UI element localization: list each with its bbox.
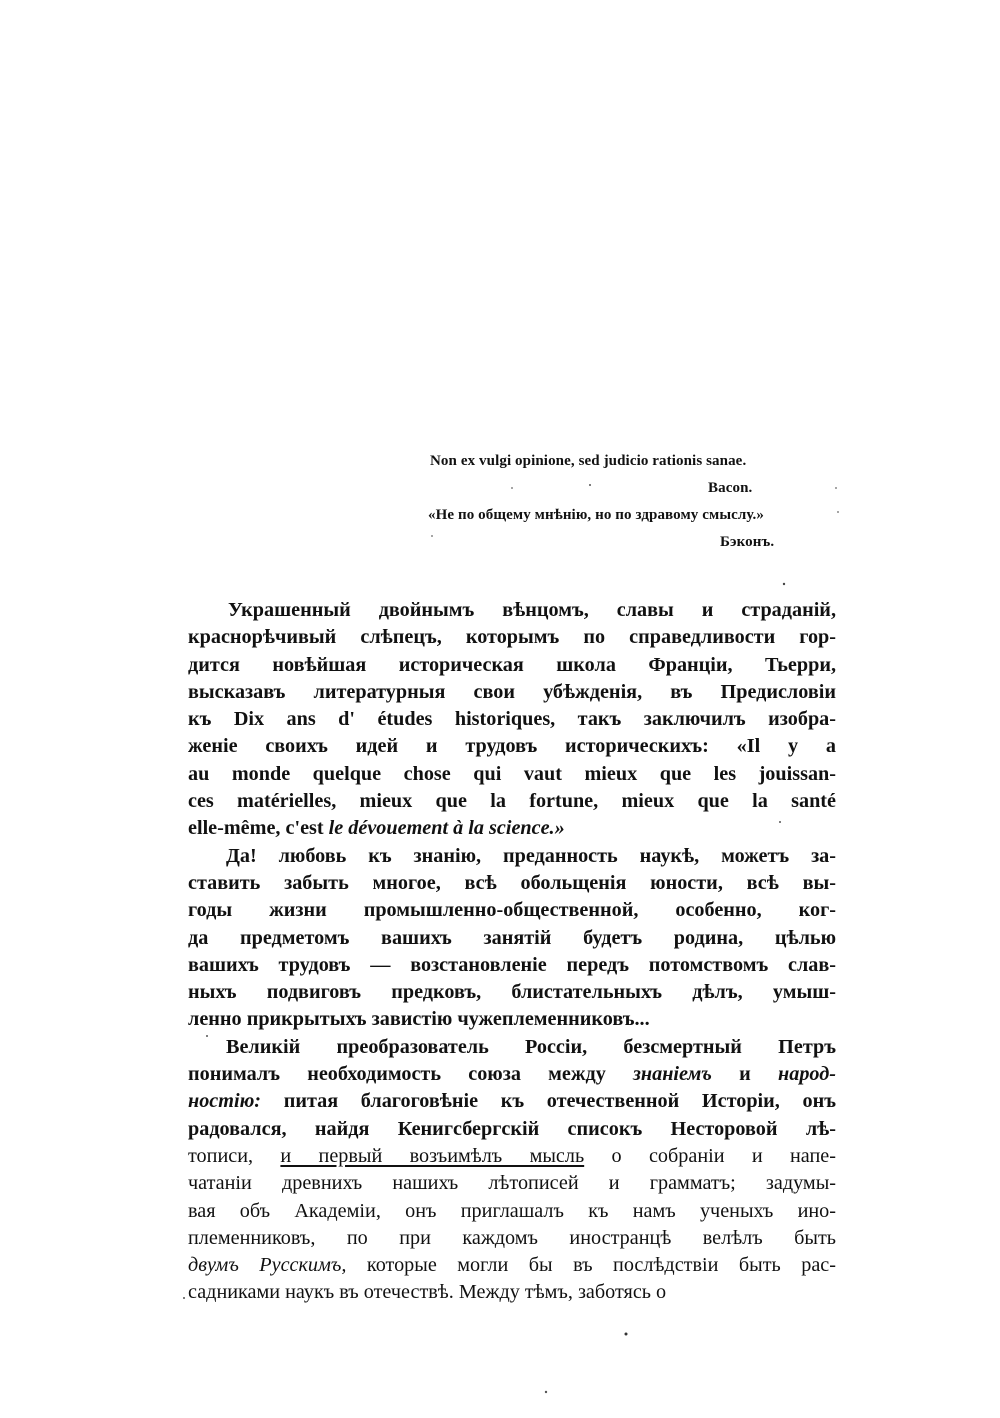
- text-line: Да! любовь къ знанію, преданность наукѣ, можетъ за-: [226, 844, 836, 867]
- epigraph-latin-quote: Non ex vulgi opinione, sed judicio rationis sanae.: [430, 453, 747, 469]
- text-segment: о собраніи и напе-: [584, 1144, 836, 1167]
- italic-phrase: знаніемъ: [633, 1063, 712, 1086]
- text-line: ставить забыть многое, всѣ обольщенія юности, всѣ вы-: [188, 871, 836, 894]
- text-line: радовался, найдя Кенигсбергскій списокъ Несторовой лѣ-: [188, 1117, 836, 1140]
- text-line: вая объ Академіи, онъ приглашалъ къ намъ ученыхъ ино-: [188, 1199, 836, 1222]
- text-line: ныхъ подвиговъ предковъ, блистательныхъ дѣлъ, умыш-: [188, 981, 836, 1004]
- text-line: Великій преобразователь Россіи, безсмертный Петръ: [226, 1035, 836, 1058]
- text-line: au monde quelque chose qui vaut mieux que les jouissan-: [188, 762, 836, 785]
- text-line: [188, 1061, 836, 1088]
- text-line: ленно прикрытыхъ завистію чужеплеменниковъ...: [188, 1008, 650, 1031]
- text-segment: питая благоговѣніе къ отечественной Исторіи, онъ: [261, 1090, 836, 1113]
- text-line: ces matérielles, mieux que la fortune, mieux que la santé: [188, 790, 836, 813]
- epigraph-latin-author: Bacon.: [708, 480, 753, 496]
- text-line: чатаніи древнихъ нашихъ лѣтописей и грамматъ; задумы-: [188, 1172, 836, 1195]
- epigraph-russian-quote: «Не по общему мнѣнію, но по здравому смыслу.»: [428, 507, 764, 523]
- body-text: [188, 597, 836, 1307]
- text-line: къ Dix ans d' études historiques, такъ заключилъ изобра-: [188, 708, 836, 731]
- text-line: [188, 1252, 836, 1279]
- text-line: краснорѣчивый слѣпецъ, которымъ по справедливости гор-: [188, 626, 836, 649]
- text-segment: которые могли бы въ послѣдствіи быть рас-: [346, 1254, 836, 1277]
- text-line: садниками наукъ въ отечествѣ. Между тѣмъ, заботясь о: [188, 1281, 667, 1304]
- italic-phrase: народ-: [778, 1063, 836, 1086]
- text-line: женіе своихъ идей и трудовъ историческихъ: «Il y a: [188, 735, 836, 758]
- underlined-phrase: и первый возъимѣлъ мысль: [280, 1144, 585, 1167]
- text-line: [188, 815, 836, 842]
- text-line: вашихъ трудовъ — возстановленіе передъ потомствомъ слав-: [188, 953, 836, 976]
- text-segment: тописи,: [188, 1144, 281, 1167]
- text-line: [188, 1143, 836, 1170]
- text-line: высказавъ литературныя свои убѣжденія, въ Предисловіи: [188, 680, 836, 703]
- text-line: Украшенный двойнымъ вѣнцомъ, славы и страданій,: [228, 599, 836, 621]
- italic-phrase: ностію:: [188, 1090, 262, 1113]
- italic-phrase: двумъ Русскимъ,: [188, 1254, 347, 1277]
- epigraph: [420, 448, 840, 556]
- text-line: племенниковъ, по при каждомъ иностранцѣ велѣлъ быть: [188, 1226, 836, 1249]
- text-line: годы жизни промышленно-общественной, особенно, ког-: [188, 899, 836, 922]
- text-line: да предметомъ вашихъ занятій будетъ родина, цѣлью: [188, 926, 836, 949]
- italic-phrase: le dévouement à la science.»: [328, 817, 565, 840]
- epigraph-russian-author: Бэконъ.: [720, 534, 775, 550]
- text-line: дится новѣйшая историческая школа Франціи, Тьерри,: [188, 653, 836, 676]
- text-segment: elle-même, c'est: [188, 817, 329, 840]
- text-segment: и: [711, 1063, 779, 1086]
- text-line: [188, 1088, 836, 1115]
- text-segment: понималъ необходимость союза между: [188, 1063, 634, 1086]
